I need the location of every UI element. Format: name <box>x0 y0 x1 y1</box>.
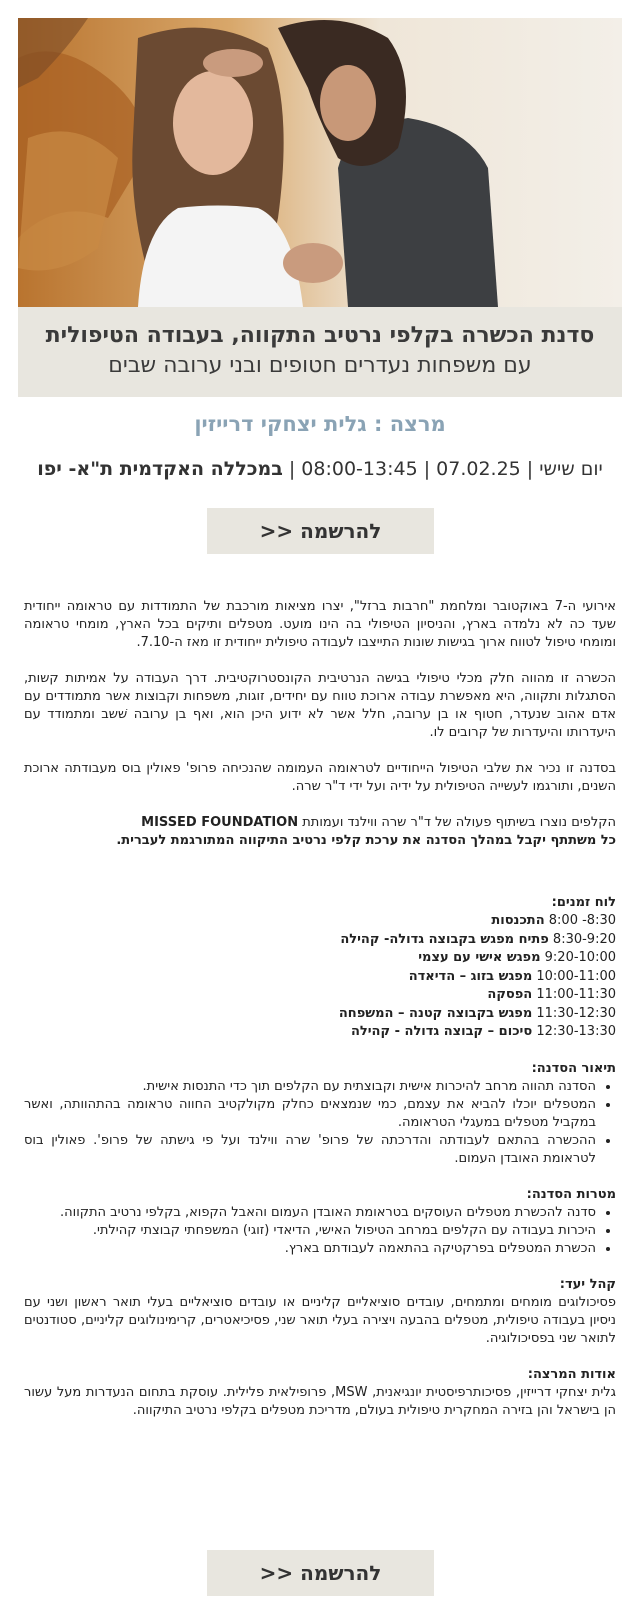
schedule-activity: מפגש בקבוצה קטנה – המשפחה <box>338 1005 533 1021</box>
workshop-title: סדנת הכשרה בקלפי נרטיב התקווה, בעבודה הטיפולית <box>45 323 595 348</box>
audience-heading: קהל יעד: <box>559 1276 616 1292</box>
cards-note-line2: כל משתתף יקבל במהלך הסדנה את ערכת קלפי נרטיב התיקווה המתורגמת לעברית. <box>116 833 616 848</box>
description-list <box>24 1078 616 1168</box>
goals-heading: מטרות הסדנה: <box>526 1186 616 1202</box>
schedule-activity: הפסקה <box>487 987 533 1002</box>
schedule-time: 10:00-11:00 <box>532 968 616 984</box>
hero-image <box>18 18 622 307</box>
schedule-item <box>24 931 616 950</box>
event-day: יום שישי <box>539 458 603 480</box>
audience-section <box>24 1276 616 1348</box>
schedule-time: 9:20-10:00 <box>540 950 616 965</box>
separator: | <box>520 458 540 480</box>
intro-paragraph: אירועי ה-7 באוקטובר ומלחמת "חרבות ברזל", יצרו מציאות מורכבת של התמודדות עם טראומה ייחודית שעד כה לא נלמדה בארץ, והניסיון הטיפולי בה הינו מועט. מטפלים ותיקים בכל הארץ, מומחי טראומה ומומחי טיפול לטווח ארוך בגישות שונות התייצבו לעבודה טיפולית ייחודית זו מאז ה-7.10. <box>24 599 616 650</box>
cards-note-line1 <box>24 814 616 832</box>
schedule-time: 8:30- 8:00 <box>544 913 616 928</box>
schedule-activity: מפגש בזוג – הדיאדה <box>408 968 533 984</box>
lecturer-name: מרצה : גלית יצחקי דרייזין <box>194 412 446 436</box>
schedule-item <box>24 912 616 931</box>
description-heading: תיאור הסדנה: <box>531 1060 616 1076</box>
schedule-time: 12:30-13:30 <box>532 1024 616 1039</box>
intro-paragraph: הכשרה זו מהווה חלק מכלי טיפולי בגישה הנרטיבית הקונסטרוקטיבית. דרך העבודה על אמיתות קשות, הסתגלות ותקווה, היא מאפשרת עבודה ארוכת טווח עם יחידים, זוגות, משפחות וקבוצות אשר מתמודדים עם אדם אהוב שנעדר, חטוף או בן ערובה, חלל אשר לא ידוע היכן הוא, ואף בן ערובה שׁשב ומתמודד עם היעדרותו והיעדרות של קרובים לו. <box>24 671 616 740</box>
list-item: • היכרות בעבודה עם הקלפים במרחב הטיפול האישי, הדיאדי (זוגי) המשפחתי קבוצתי קהילתי. <box>24 1222 596 1240</box>
register-button-top[interactable]: להרשמה << <box>207 508 434 554</box>
schedule-heading: לוח זמנים: <box>551 895 616 910</box>
schedule-item <box>24 986 616 1005</box>
separator: | <box>417 458 437 480</box>
event-time: 08:00-13:45 <box>301 458 418 480</box>
about-section <box>24 1366 616 1420</box>
register-button-bottom[interactable]: להרשמה << <box>207 1550 434 1596</box>
schedule-activity: התכנסות <box>491 913 545 928</box>
schedule-activity: סיכום – קבוצה גדולה - קהילה <box>350 1024 533 1039</box>
description-section <box>24 1060 616 1168</box>
schedule-activity: פתיח מפגש בקבוצה גדולה- קהילה <box>340 931 549 947</box>
schedule-item <box>24 949 616 968</box>
schedule-time: 8:30-9:20 <box>548 931 616 947</box>
woman-comforting-girl-illustration <box>18 18 622 307</box>
workshop-content <box>24 598 616 1438</box>
list-item: • הסדנה תהווה מרחב להיכרות אישית וקבוצתית עם הקלפים תוך כדי התנסות אישית. <box>24 1078 596 1096</box>
intro-paragraph: בסדנה זו נכיר את שלבי הטיפול הייחודיים לטראומה העמומה שהנכיחה פרופ' פאולין בוס מעבודתה ארוכת השנים, ותורגמו לעשייה הטיפולית על ידיה ועל ידי ד"ר שרה. <box>24 761 616 794</box>
schedule <box>24 894 616 1042</box>
goals-list <box>24 1204 616 1258</box>
foundation-name: MISSED FOUNDATION <box>141 815 299 830</box>
list-item: • המטפלים יוכלו להביא את עצמם, כמי שנמצאים כחלק מקולקטיב החווה טראומה בהתהוותה, ואשר במקביל מטפלים במעגלי הטראומה. <box>24 1096 596 1132</box>
date-line <box>0 458 640 480</box>
about-text: גלית יצחקי דרייזין, פסיכותרפיסטית יונגיאנית, MSW, פרופילאית פלילית. עוסקת בתחום הנעדרות מעל עשור הן בישראל והן בזירה המחקרית טיפולית בעולם, מדריכת מטפלים בקלפי נרטיב התיקווה. <box>24 1384 616 1418</box>
cards-note <box>24 814 616 850</box>
event-place: במכללה האקדמית ת"א- יפו <box>37 458 283 480</box>
audience-text: פסיכולוגים מומחים ומתמחים, עובדים סוציאליים קליניים או עובדים סוציאליים בעלי תואר ראשון ושני עם ניסיון בעבודה טיפולית, מטפלים בהבעה ויצירה בעלי תואר שני, פסיכיאטרים, קרימינולוגים קליניים, סטודנטים לתואר שני בפסיכולוגיה. <box>24 1294 616 1346</box>
cards-note-prefix: הקלפים נוצרו בשיתוף פעולה של ד"ר שרה ווילנד ועמותת <box>298 815 616 830</box>
list-item: • סדנה להכשרת מטפלים העוסקים בטראומת האובדן העמום והאבל הקפוא, בקלפי נרטיב התקווה. <box>24 1204 596 1222</box>
schedule-item <box>24 968 616 987</box>
goals-section <box>24 1186 616 1258</box>
schedule-item <box>24 1023 616 1042</box>
list-item: • ההכשרה בהתאם לעבודתה והדרכתה של פרופ' שרה ווילנד ועל פי גישתה של פרופ'. פאולין בוס לטראומת האובדן העמום. <box>24 1132 596 1168</box>
event-date: 07.02.25 <box>436 458 521 480</box>
schedule-item <box>24 1005 616 1024</box>
schedule-activity: מפגש אישי עם עצמי <box>418 950 541 965</box>
separator: | <box>282 458 302 480</box>
schedule-time: 11:00-11:30 <box>532 987 616 1002</box>
about-heading: אודות המרצה: <box>527 1366 616 1382</box>
list-item: • הכשרת המטפלים בפרקטיקה בהתאמה לעבודתם בארץ. <box>24 1240 596 1258</box>
schedule-time: 11:30-12:30 <box>532 1005 616 1021</box>
workshop-subtitle: עם משפחות נעדרים חטופים ובני ערובה שבים <box>108 353 532 378</box>
title-band <box>18 307 622 397</box>
